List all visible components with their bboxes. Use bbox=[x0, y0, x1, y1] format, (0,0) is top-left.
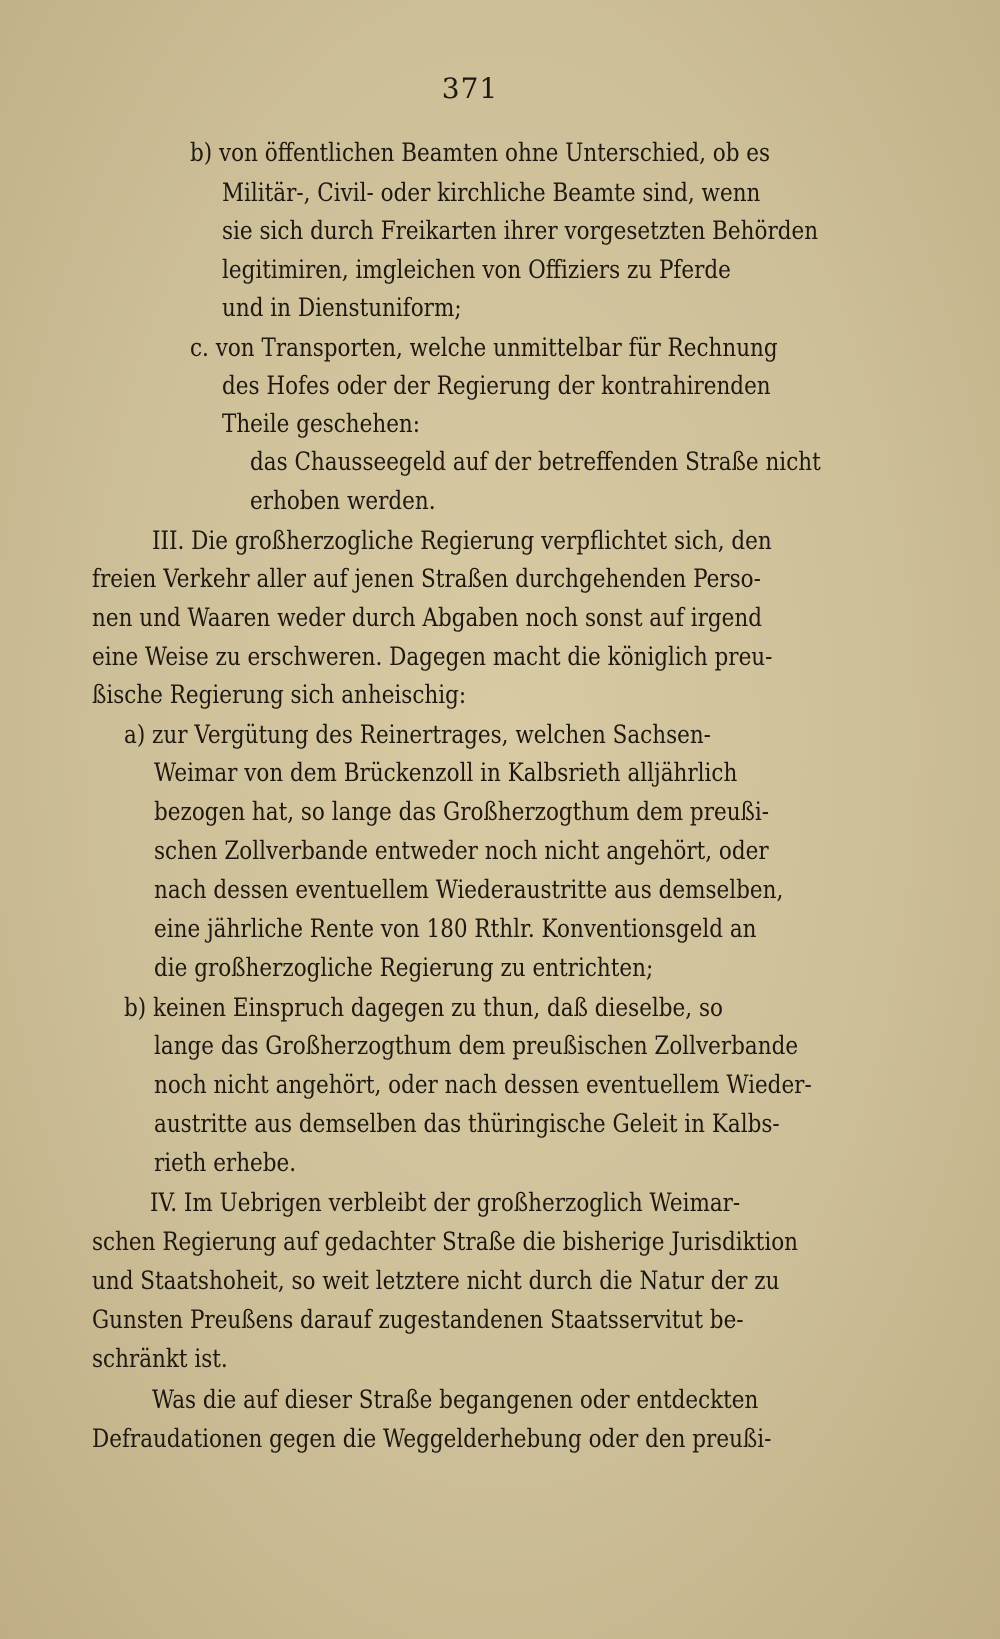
text-line: b) keinen Einspruch dagegen zu thun, daß dieselbe, so bbox=[124, 993, 723, 1022]
page-number: 371 bbox=[441, 72, 499, 105]
text-line: freien Verkehr aller auf jenen Straßen durchgehenden Perso- bbox=[92, 564, 761, 593]
text-line: b) von öffentlichen Beamten ohne Unterschied, ob es bbox=[190, 138, 771, 167]
text-line: und Staatshoheit, so weit letztere nicht durch die Natur der zu bbox=[92, 1266, 780, 1295]
text-line: rieth erhebe. bbox=[154, 1148, 297, 1177]
text-line: schen Zollverbande entweder noch nicht angehört, oder bbox=[154, 836, 769, 865]
text-line: eine jährliche Rente von 180 Rthlr. Konventionsgeld an bbox=[154, 914, 757, 943]
text-line: und in Dienstuniform; bbox=[222, 293, 462, 322]
text-line: erhoben werden. bbox=[250, 486, 436, 515]
text-line: Gunsten Preußens darauf zugestandenen Staatsservitut be- bbox=[92, 1305, 744, 1334]
text-line: Was die auf dieser Straße begangenen oder entdeckten bbox=[152, 1385, 759, 1414]
text-line: sie sich durch Freikarten ihrer vorgesetzten Behörden bbox=[222, 216, 819, 245]
text-line: bezogen hat, so lange das Großherzogthum dem preußi- bbox=[154, 797, 770, 826]
text-line: Militär-, Civil- oder kirchliche Beamte sind, wenn bbox=[222, 178, 761, 207]
text-line: schen Regierung auf gedachter Straße die bisherige Jurisdiktion bbox=[92, 1227, 798, 1256]
text-line: nach dessen eventuellem Wiederaustritte aus demselben, bbox=[154, 875, 784, 904]
text-line: eine Weise zu erschweren. Dagegen macht die königlich preu- bbox=[92, 642, 773, 671]
text-line: a) zur Vergütung des Reinertrages, welchen Sachsen- bbox=[124, 720, 711, 749]
text-line: schränkt ist. bbox=[92, 1344, 228, 1373]
text-line: Weimar von dem Brückenzoll in Kalbsrieth alljährlich bbox=[154, 758, 738, 787]
text-line: das Chausseegeld auf der betreffenden Straße nicht bbox=[250, 447, 821, 476]
text-line: Defraudationen gegen die Weggelderhebung oder den preußi- bbox=[92, 1424, 772, 1453]
text-line: die großherzogliche Regierung zu entrichten; bbox=[154, 953, 654, 982]
text-line: IV. Im Uebrigen verbleibt der großherzoglich Weimar- bbox=[150, 1188, 741, 1217]
text-line: noch nicht angehört, oder nach dessen eventuellem Wieder- bbox=[154, 1070, 812, 1099]
text-line: III. Die großherzogliche Regierung verpflichtet sich, den bbox=[152, 526, 772, 555]
text-line: austritte aus demselben das thüringische Geleit in Kalbs- bbox=[154, 1109, 780, 1138]
text-line: lange das Großherzogthum dem preußischen Zollverbande bbox=[154, 1031, 799, 1060]
text-line: ßische Regierung sich anheischig: bbox=[92, 680, 467, 709]
text-line: legitimiren, imgleichen von Offiziers zu Pferde bbox=[222, 255, 731, 284]
text-line: nen und Waaren weder durch Abgaben noch sonst auf irgend bbox=[92, 603, 763, 632]
text-line: c. von Transporten, welche unmittelbar für Rechnung bbox=[190, 333, 778, 362]
text-line: des Hofes oder der Regierung der kontrahirenden bbox=[222, 371, 771, 400]
text-line: Theile geschehen: bbox=[222, 409, 421, 438]
